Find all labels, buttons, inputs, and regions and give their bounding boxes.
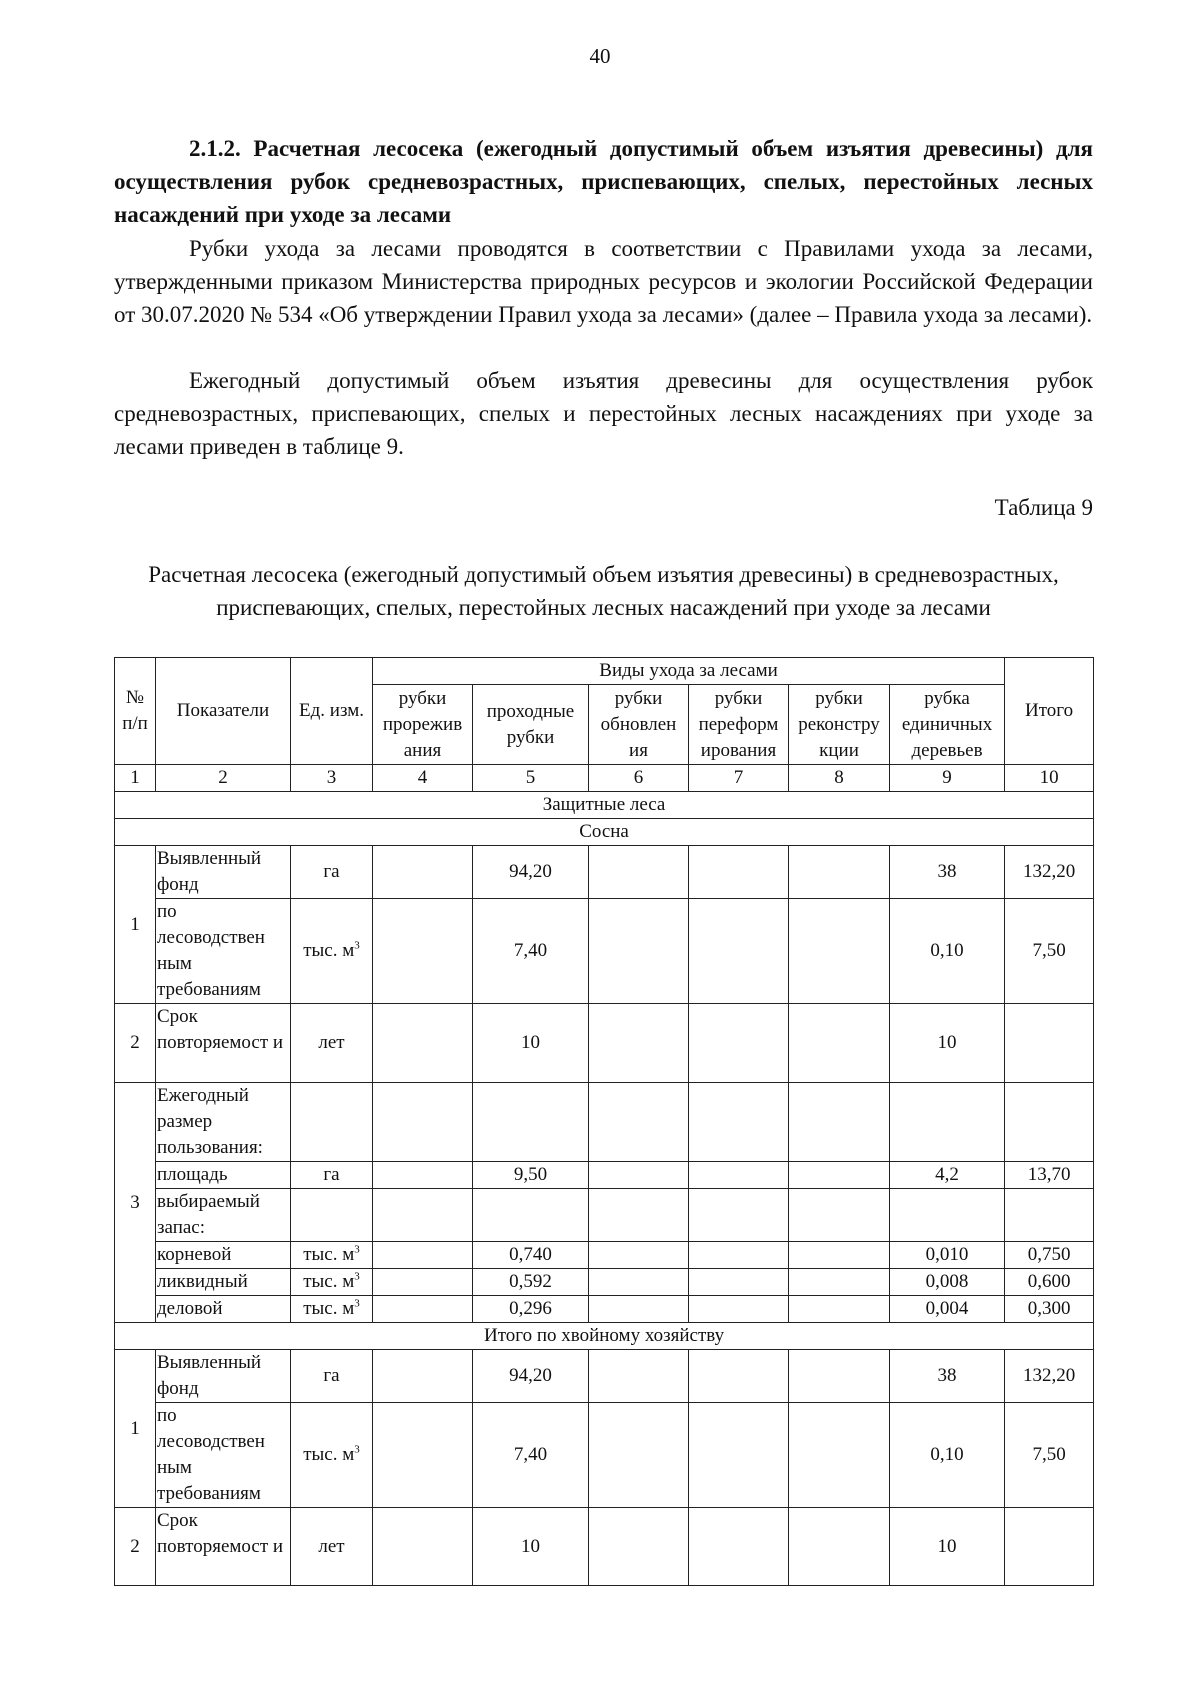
indicator: корневой — [156, 1242, 291, 1269]
cell: 7,50 — [1005, 899, 1094, 1004]
col-num: 3 — [291, 765, 373, 792]
cell: 13,70 — [1005, 1162, 1094, 1189]
unit-text: тыс. м — [303, 1271, 355, 1292]
col-num: 8 — [789, 765, 890, 792]
table-row — [115, 1189, 1094, 1242]
paragraph-text: Рубки ухода за лесами проводятся в соответствии с Правилами ухода за лесами, утвержденными приказом Министерства природных ресурсов и экологии Российской Федерации от 30.07.2020 № 534 «Об утверждении Правил ухода за лесами» (далее – Правила ухода за лесами). — [114, 236, 1093, 327]
col-num: 5 — [473, 765, 589, 792]
section-heading — [114, 132, 1093, 231]
table-label: Таблица 9 — [994, 495, 1093, 520]
unit: га — [291, 1350, 373, 1403]
cell: 9,50 — [473, 1162, 589, 1189]
cell: 0,740 — [473, 1242, 589, 1269]
cell: 10 — [890, 1004, 1005, 1083]
harvest-table — [114, 657, 1094, 1586]
cell: 38 — [890, 846, 1005, 899]
row-no: 1 — [115, 1350, 156, 1508]
col-num: 1 — [115, 765, 156, 792]
cell: 0,296 — [473, 1296, 589, 1323]
indicator: по лесоводствен ным требованиям — [156, 1403, 291, 1508]
cell: 132,20 — [1005, 1350, 1094, 1403]
cell: 10 — [473, 1508, 589, 1586]
cell: 132,20 — [1005, 846, 1094, 899]
cell: 0,10 — [890, 1403, 1005, 1508]
table-row — [115, 1296, 1094, 1323]
table-caption: Расчетная лесосека (ежегодный допустимый объем изъятия древесины) в средневозрастных, приспевающих, спелых, перестойных лесных насаждений при уходе за лесами — [148, 562, 1059, 620]
unit: га — [291, 1162, 373, 1189]
cell: 94,20 — [473, 1350, 589, 1403]
cell: 0,010 — [890, 1242, 1005, 1269]
indicator: деловой — [156, 1296, 291, 1323]
header-unit: Ед. изм. — [291, 658, 373, 765]
table-row — [115, 1269, 1094, 1296]
cell: 7,40 — [473, 1403, 589, 1508]
col-num: 2 — [156, 765, 291, 792]
col-num: 6 — [589, 765, 689, 792]
paragraph-text: Ежегодный допустимый объем изъятия древесины для осуществления рубок средневозрастных, приспевающих, спелых и перестойных лесных насаждениях при уходе за лесами приведен в таблице 9. — [114, 368, 1093, 459]
row-no: 2 — [115, 1508, 156, 1586]
row-no: 3 — [115, 1083, 156, 1323]
table-row — [115, 1508, 1094, 1586]
header-type: рубки переформ ирования — [689, 685, 789, 765]
table-row — [115, 1004, 1094, 1083]
summary-row: Итого по хвойному хозяйству — [115, 1323, 1094, 1350]
indicator: ликвидный — [156, 1269, 291, 1296]
header-indicators: Показатели — [156, 658, 291, 765]
unit: лет — [291, 1508, 373, 1586]
unit-sup: 3 — [354, 1443, 360, 1456]
table-row — [115, 899, 1094, 1004]
unit-sup: 3 — [354, 939, 360, 952]
cell: 0,592 — [473, 1269, 589, 1296]
unit-sup: 3 — [354, 1297, 360, 1310]
table-row — [115, 1083, 1094, 1162]
cell: 0,004 — [890, 1296, 1005, 1323]
cell: 7,50 — [1005, 1403, 1094, 1508]
paragraph-1 — [114, 232, 1093, 331]
row-no: 2 — [115, 1004, 156, 1083]
unit-text: тыс. м — [303, 1444, 355, 1465]
table-row — [115, 1162, 1094, 1189]
cell: 10 — [473, 1004, 589, 1083]
section-row: Защитные леса — [115, 792, 1094, 819]
unit-sup: 3 — [354, 1270, 360, 1283]
unit — [291, 1242, 373, 1269]
cell: 94,20 — [473, 846, 589, 899]
cell: 0,10 — [890, 899, 1005, 1004]
unit — [291, 1269, 373, 1296]
header-type: рубки обновлен ия — [589, 685, 689, 765]
cell: 10 — [890, 1508, 1005, 1586]
cell: 4,2 — [890, 1162, 1005, 1189]
unit — [291, 1296, 373, 1323]
row-no: 1 — [115, 846, 156, 1004]
unit-text: тыс. м — [303, 1298, 355, 1319]
header-type: проходные рубки — [473, 685, 589, 765]
unit — [291, 1403, 373, 1508]
unit-sup: 3 — [354, 1243, 360, 1256]
header-type: рубки реконстру кции — [789, 685, 890, 765]
indicator: Срок повторяемост и — [156, 1508, 291, 1586]
table-row — [115, 1350, 1094, 1403]
header-type: рубка единичных деревьев — [890, 685, 1005, 765]
page-number: 40 — [589, 44, 611, 68]
table-row — [115, 1242, 1094, 1269]
indicator: выбираемый запас: — [156, 1189, 291, 1242]
indicator: Выявленный фонд — [156, 846, 291, 899]
table-row — [115, 846, 1094, 899]
heading-text: 2.1.2. Расчетная лесосека (ежегодный допустимый объем изъятия древесины) для осуществления рубок средневозрастных, приспевающих, спелых, перестойных лесных насаждений при уходе за лесами — [114, 136, 1093, 227]
col-num: 9 — [890, 765, 1005, 792]
cell: 38 — [890, 1350, 1005, 1403]
indicator: Срок повторяемост и — [156, 1004, 291, 1083]
header-total: Итого — [1005, 658, 1094, 765]
table-row — [115, 1403, 1094, 1508]
unit — [291, 899, 373, 1004]
unit-text: тыс. м — [303, 1244, 355, 1265]
indicator: Выявленный фонд — [156, 1350, 291, 1403]
indicator: Ежегодный размер пользования: — [156, 1083, 291, 1162]
column-numbers-row — [115, 765, 1094, 792]
paragraph-2 — [114, 364, 1093, 463]
col-num: 10 — [1005, 765, 1094, 792]
unit: лет — [291, 1004, 373, 1083]
col-num: 4 — [373, 765, 473, 792]
indicator: по лесоводствен ным требованиям — [156, 899, 291, 1004]
col-num: 7 — [689, 765, 789, 792]
cell: 0,300 — [1005, 1296, 1094, 1323]
cell: 0,008 — [890, 1269, 1005, 1296]
cell: 0,750 — [1005, 1242, 1094, 1269]
unit: га — [291, 846, 373, 899]
header-type: рубки прорежив ания — [373, 685, 473, 765]
species-row: Сосна — [115, 819, 1094, 846]
cell: 0,600 — [1005, 1269, 1094, 1296]
header-no: № п/п — [115, 658, 156, 765]
header-group: Виды ухода за лесами — [373, 658, 1005, 685]
cell: 7,40 — [473, 899, 589, 1004]
indicator: площадь — [156, 1162, 291, 1189]
unit-text: тыс. м — [303, 940, 355, 961]
